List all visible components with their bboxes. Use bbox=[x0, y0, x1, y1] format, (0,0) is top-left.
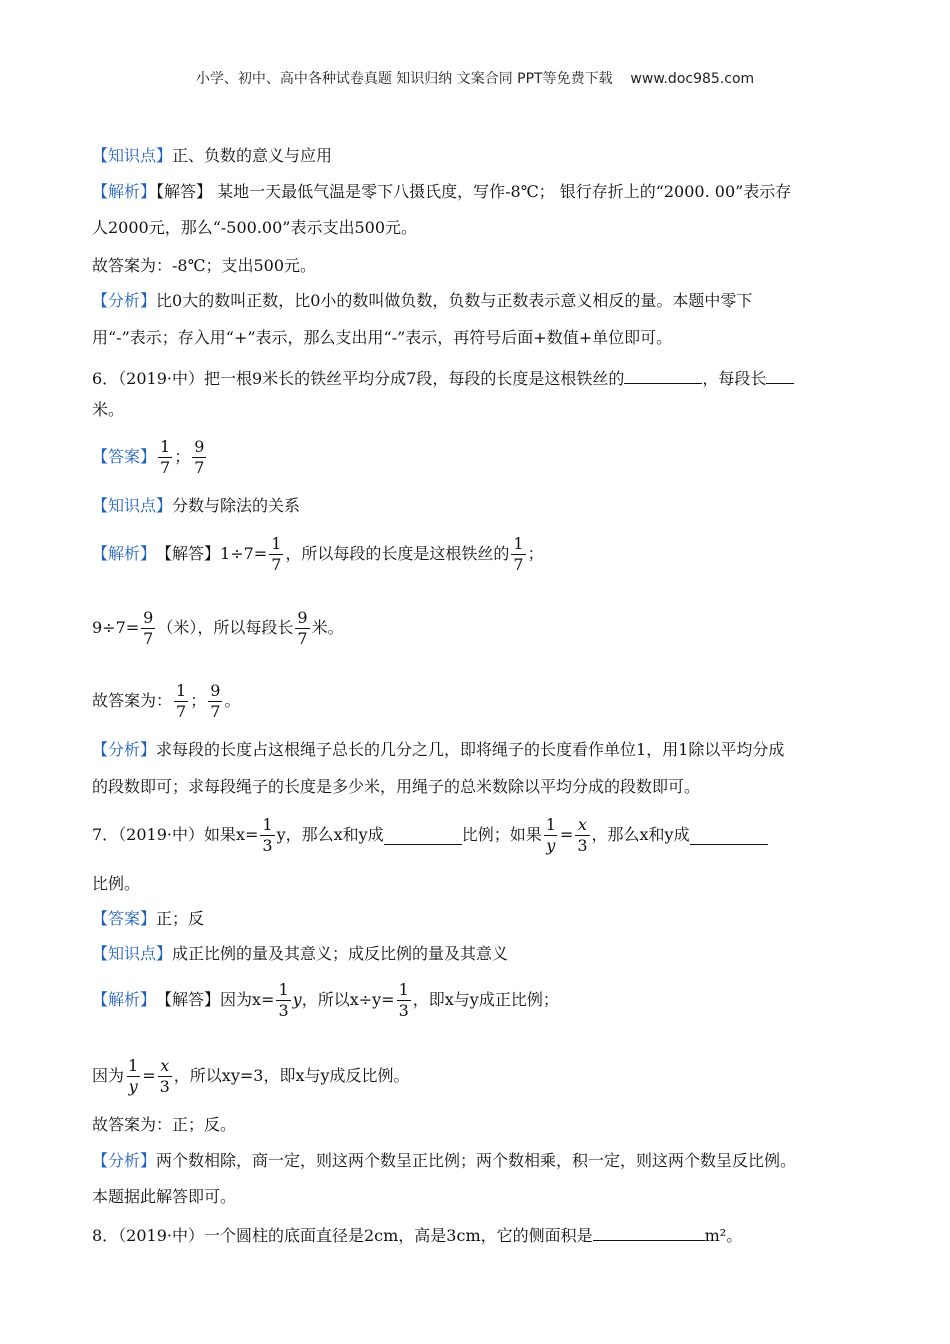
q6-analysis-line-2: 9÷7= $\frac{9}{7}$ （米），所以每段长 $\frac{9}{7}$ 米。 bbox=[92, 607, 344, 648]
q8-stem-line bbox=[92, 1222, 742, 1246]
q6-conclusion-line: 故答案为： $\frac{1}{7}$ ； $\frac{9}{7}$ 。 bbox=[92, 680, 241, 721]
q6-review-b: 的段数即可；求每段绳子的长度是多少米，用绳子的总米数除以平均分成的段数即可。 bbox=[92, 777, 701, 796]
answer-blank bbox=[384, 826, 462, 845]
q5-knowledge: 正、负数的意义与应用 bbox=[172, 146, 333, 165]
q6-review-a: 求每段的长度占这根绳子总长的几分之几，即将绳子的长度看作单位1，用1除以平均分成 bbox=[156, 740, 785, 759]
analysis-tag: 【解析】 bbox=[92, 990, 157, 1009]
review-tag: 【分析】 bbox=[92, 291, 157, 310]
q7-stem-line: 7．（2019·中）如果x= $\frac{1}{3}$ y，那么x和y成 比例；如果 $\frac{1}{y}$ = $\frac{x}{3}$ ，那么x和y成 bbox=[92, 812, 768, 858]
separator: ； bbox=[174, 447, 191, 466]
q7-analysis-line-2: 因为 $\frac{1}{y}$ = $\frac{x}{3}$ ，所以xy=3，即x与y成反比例。 bbox=[92, 1055, 410, 1096]
q7-conclusion: 故答案为：正；反。 bbox=[92, 1115, 237, 1134]
q7-review-b: 本题据此解答即可。 bbox=[92, 1187, 237, 1206]
answer-blank bbox=[593, 1222, 705, 1241]
q6-answer-line bbox=[92, 437, 208, 477]
analysis-tag: 【解析】 bbox=[92, 544, 157, 563]
q5-review-b: 用“-”表示；存入用“+”表示，那么支出用“-”表示，再符号后面+数值+单位即可。 bbox=[92, 328, 673, 347]
q7-stem-e: 比例。 bbox=[92, 874, 141, 893]
q5-analysis-b: 人2000元，那么“-500.00”表示支出500元。 bbox=[92, 218, 418, 237]
q8-stem-a: 8．（2019·中）一个圆柱的底面直径是2cm，高是3cm，它的侧面积是 bbox=[92, 1226, 593, 1245]
knowledge-tag: 【知识点】 bbox=[92, 944, 173, 963]
q8-stem-b: m²。 bbox=[704, 1226, 743, 1245]
fraction: $\frac{1}{7}$ bbox=[271, 533, 282, 574]
fraction: $\frac{1}{3}$ bbox=[398, 979, 409, 1020]
page-header: 小学、初中、高中各种试卷真题 知识归纳 文案合同 PPT等免费下载 www.doc985.com bbox=[195, 71, 755, 87]
fraction: $\frac{9}{7}$ bbox=[297, 607, 308, 648]
review-tag: 【分析】 bbox=[92, 740, 157, 759]
q6-analysis-line-1: 【解析】 【解答】 1÷7= $\frac{1}{7}$ ，所以每段的长度是这根铁丝的 $\frac{1}{7}$ ； bbox=[92, 533, 544, 574]
q6-knowledge-line bbox=[92, 496, 300, 516]
answer-blank bbox=[624, 365, 702, 384]
q5-knowledge-line bbox=[92, 146, 332, 166]
q6-stem-line bbox=[92, 365, 794, 389]
q7-review-line-1 bbox=[92, 1151, 796, 1171]
fraction: $\frac{1}{7}$ bbox=[160, 436, 171, 477]
q7-analysis-line-1: 【解析】 【解答】 因为x= $\frac{1}{3}$ y ，所以x÷y= $\frac{1}{3}$ ，即x与y成正比例； bbox=[92, 979, 559, 1020]
fraction: $\frac{1}{3}$ bbox=[278, 979, 289, 1020]
fraction: $\frac{9}{7}$ bbox=[210, 680, 221, 721]
q7-review-a: 两个数相除，商一定，则这两个数呈正比例；两个数相乘，积一定，则这两个数呈反比例。 bbox=[156, 1151, 797, 1170]
fraction: $\frac{1}{y}$ bbox=[128, 1055, 139, 1096]
knowledge-tag: 【知识点】 bbox=[92, 496, 173, 515]
q7-answer-line bbox=[92, 909, 204, 929]
fraction: $\frac{x}{3}$ bbox=[159, 1055, 170, 1096]
fraction: $\frac{1}{7}$ bbox=[513, 533, 524, 574]
q5-review-a: 比0大的数叫正数，比0小的数叫做负数，负数与正数表示意义相反的量。本题中零下 bbox=[156, 291, 753, 310]
q5-conclusion: 故答案为：-8℃；支出500元。 bbox=[92, 256, 317, 275]
fraction: $\frac{x}{3}$ bbox=[577, 814, 588, 855]
q5-analysis-line-1 bbox=[92, 182, 791, 202]
knowledge-tag: 【知识点】 bbox=[92, 146, 173, 165]
q6-stem-c: 米。 bbox=[92, 400, 125, 419]
answer-tag: 【答案】 bbox=[92, 447, 157, 466]
q7-knowledge-line bbox=[92, 944, 508, 964]
q6-stem-a: 6．（2019·中）把一根9米长的铁丝平均分成7段，每段的长度是这根铁丝的 bbox=[92, 369, 625, 388]
answer-detail-tag: 【解答】 bbox=[156, 990, 221, 1009]
review-tag: 【分析】 bbox=[92, 1151, 157, 1170]
q7-knowledge: 成正比例的量及其意义；成反比例的量及其意义 bbox=[172, 944, 509, 963]
answer-detail-tag: 【解答】 bbox=[156, 182, 213, 201]
analysis-tag: 【解析】 bbox=[92, 182, 157, 201]
fraction: $\frac{1}{7}$ bbox=[176, 680, 187, 721]
fraction: $\frac{1}{3}$ bbox=[262, 814, 273, 855]
q5-review-line-1 bbox=[92, 291, 752, 311]
answer-blank bbox=[766, 365, 794, 384]
q6-review-line-1 bbox=[92, 740, 784, 760]
fraction: $\frac{1}{y}$ bbox=[545, 814, 556, 855]
answer-blank bbox=[690, 826, 768, 845]
q7-answer: 正；反 bbox=[156, 909, 205, 928]
fraction: $\frac{9}{7}$ bbox=[194, 436, 205, 477]
answer-tag: 【答案】 bbox=[92, 909, 157, 928]
answer-detail-tag: 【解答】 bbox=[156, 544, 221, 563]
q6-knowledge: 分数与除法的关系 bbox=[172, 496, 301, 515]
fraction: $\frac{9}{7}$ bbox=[143, 607, 154, 648]
q5-analysis-a: 某地一天最低气温是零下八摄氏度，写作-8℃； 银行存折上的“2000. 00”表示存 bbox=[217, 182, 792, 201]
q6-stem-b: ，每段长 bbox=[702, 369, 767, 388]
